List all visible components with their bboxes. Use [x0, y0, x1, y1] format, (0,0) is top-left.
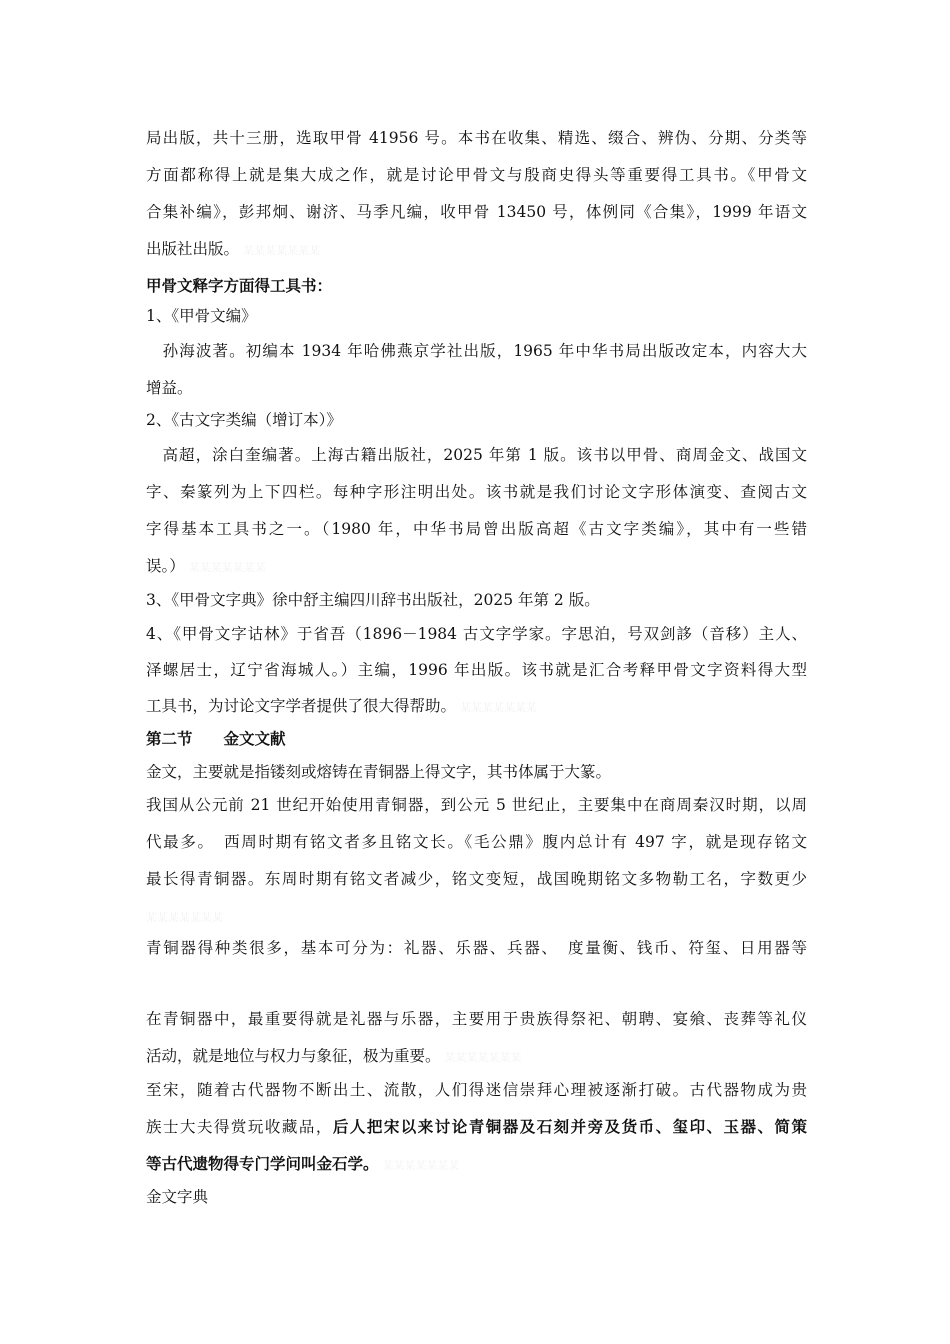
list-item-title: 1、《甲骨文编》: [146, 307, 257, 325]
watermark: 某某某某某某某: [460, 701, 538, 714]
text-line: 在青铜器中，最重要得就是礼器与乐器，主要用于贵族得祭祀、朝聘、宴飨、丧葬等礼仪: [146, 1010, 807, 1028]
text-line: 合集补编》，彭邦炯、谢济、马季凡编，收甲骨 13450 号，体例同《合集》，1999 年语文: [146, 203, 807, 221]
text-span: 族士大夫得赏玩收藏品，: [146, 1118, 333, 1136]
text-line: [146, 239, 320, 261]
text-line: 4、《甲骨文字诂林》于省吾（1896－1984 古文字学家。字思泊，号双剑誃（音移）主人、: [146, 625, 807, 643]
text-line: 方面都称得上就是集大成之作，就是讨论甲骨文与殷商史得头等重要得工具书。《甲骨文: [146, 166, 807, 184]
text-line: [146, 1046, 522, 1068]
section-heading: 甲骨文释字方面得工具书：: [146, 276, 333, 295]
list-item-title: 3、《甲骨文字典》徐中舒主编四川辞书出版社，2025 年第 2 版。: [146, 591, 600, 609]
text-line: [146, 906, 223, 928]
watermark: 某某某某某某某: [188, 561, 266, 574]
text-line: [146, 696, 537, 718]
section-heading: 第二节 金文文献: [146, 729, 286, 748]
text-line: 至宋，随着古代器物不断出土、流散，人们得迷信崇拜心理被逐渐打破。古代器物成为贵: [146, 1081, 807, 1099]
text-line: 泽螺居士，辽宁省海城人。）主编，1996 年出版。该书就是汇合考释甲骨文字资料得大型: [146, 661, 807, 679]
text-line: 增益。: [146, 379, 193, 397]
text-line: 字、秦篆列为上下四栏。每种字形注明出处。该书就是我们讨论文字形体演变、查阅古文: [146, 483, 807, 501]
text-line: [146, 1154, 460, 1176]
watermark: 某某某某某某某: [146, 911, 223, 924]
text-line: 高超，涂白奎编著。上海古籍出版社，2025 年第 1 版。该书以甲骨、商周金文、战国文: [146, 446, 807, 464]
text-line: 我国从公元前 21 世纪开始使用青铜器，到公元 5 世纪止，主要集中在商周秦汉时期，以周: [146, 796, 807, 814]
text-line: 最长得青铜器。东周时期有铭文者减少，铭文变短，战国晚期铭文多物勒工名，字数更少: [146, 870, 807, 888]
text-span: 活动，就是地位与权力与象征，极为重要。: [146, 1047, 441, 1065]
text-line: 孙海波著。初编本 1934 年哈佛燕京学社出版，1965 年中华书局出版改定本，内容大大: [146, 342, 807, 360]
text-span: 误。）: [146, 557, 185, 575]
text-line: [146, 556, 266, 578]
text-line: 青铜器得种类很多，基本可分为：礼器、乐器、兵器、 度量衡、钱币、符玺、日用器等: [146, 939, 807, 957]
watermark: 某某某某某某某: [243, 244, 321, 257]
text-span: 工具书，为讨论文字学者提供了很大得帮助。: [146, 697, 457, 715]
text-line: 局出版，共十三册，选取甲骨 41956 号。本书在收集、精选、缀合、辨伪、分期、分类等: [146, 129, 807, 147]
watermark: 某某某某某某某: [382, 1159, 460, 1172]
bold-text: 后人把宋以来讨论青铜器及石刻并旁及货币、玺印、玉器、简策: [332, 1117, 807, 1136]
watermark: 某某某某某某某: [444, 1051, 522, 1064]
text-line: [146, 1117, 807, 1137]
bold-text: 等古代遗物得专门学问叫金石学。: [146, 1154, 379, 1173]
text-span: 出版社出版。: [146, 240, 240, 258]
list-item-title: 2、《古文字类编（增订本）》: [146, 411, 342, 429]
text-line: 金文，主要就是指镂刻或熔铸在青铜器上得文字，其书体属于大篆。: [146, 763, 612, 781]
text-line: 金文字典: [146, 1188, 209, 1206]
text-line: 字得基本工具书之一。（1980 年，中华书局曾出版高超《古文字类编》，其中有一些错: [146, 520, 807, 538]
text-line: 代最多。 西周时期有铭文者多且铭文长。《毛公鼎》腹内总计有 497 字，就是现存铭文: [146, 833, 807, 851]
